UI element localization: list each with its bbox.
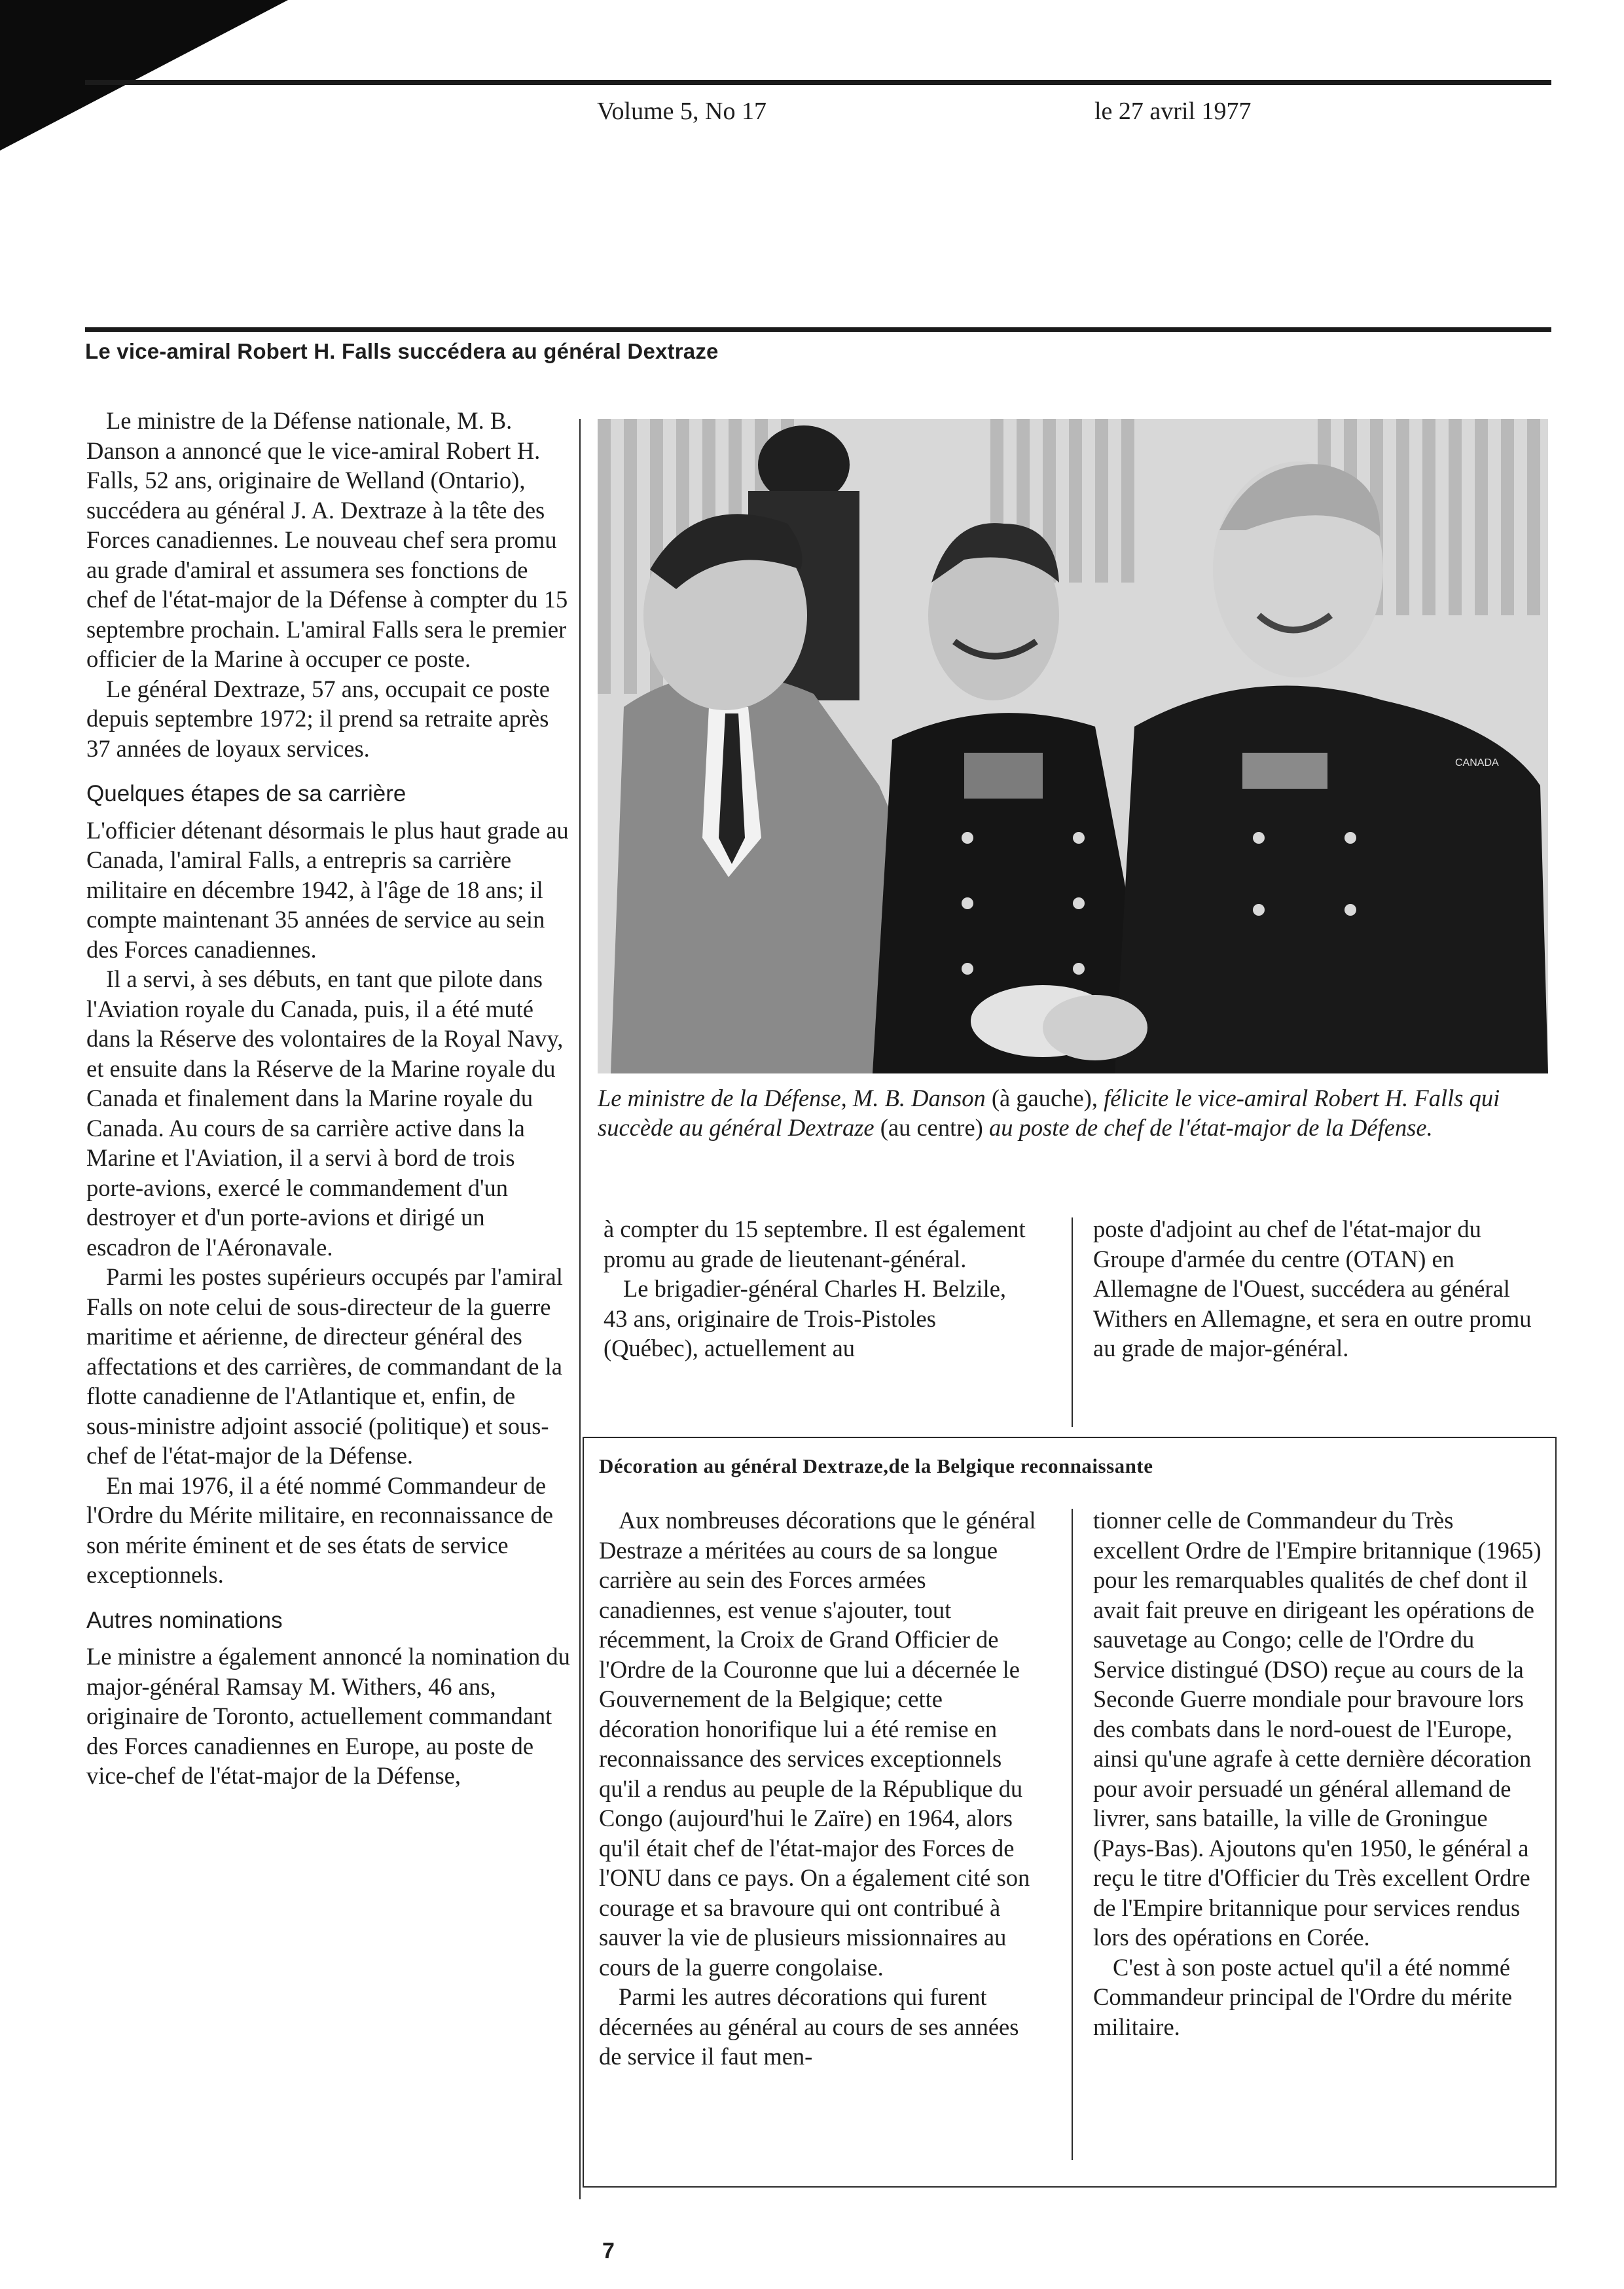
box-left-column — [599, 1505, 1044, 2072]
box-column-divider — [1072, 1509, 1073, 2160]
career-paragraph: Il a servi, à ses débuts, en tant que pilote dans l'Aviation royale du Canada, puis, il a été muté dans la Réserve des volontaires de la Royal Navy, et ensuite dans la Réserve de la Marine royale du Canada et finalement dans la Marine royale du Canada. Au cours de sa carrière active dans la Marine et l'Aviation, il a servi à bord de trois porte-avions, exercé le commandement d'un destroyer et d'un porte-avions et dirigé un escadron de l'Aéronavale. — [86, 965, 564, 1261]
top-rule — [85, 80, 1551, 85]
box-title: Décoration au général Dextraze,de la Belgique reconnaissante — [599, 1454, 1153, 1477]
section-title-career: Quelques étapes de sa carrière — [86, 781, 406, 806]
left-column — [86, 406, 571, 1791]
intro-paragraph: Le ministre de la Défense nationale, M. B. Danson a annoncé que le vice-amiral Robert H. Falls, 52 ans, originaire de Welland (Ontario), succédera au général J. A. Dextraze à la tête des Forces canadiennes. Le nouveau chef sera promu au grade d'amiral et assumera ses fonctions de chef de l'état-major de la Défense à compter du 15 septembre prochain. L'amiral Falls sera le premier officier de la Marine à occuper ce poste. — [86, 407, 568, 672]
career-paragraph: Parmi les postes supérieurs occupés par l'amiral Falls on note celui de sous-directeur de la guerre maritime et aérienne, de directeur général des affectations et des carrières, de commandant de la flotte canadienne de l'Atlantique et, enfin, de sous-ministre adjoint associé (politique) et sous-chef de l'état-major de la Défense. — [86, 1263, 563, 1469]
photo-caption: Le ministre de la Défense, M. B. Danson (à gauche), félicite le vice-amiral Robert H. Falls qui succède au général Dextraze (au centre) au poste de chef de l'état-major de la Défense. — [598, 1085, 1500, 1141]
box-paragraph: Parmi les autres décorations qui furent décernées au général au cours de ses années de service il faut men- — [599, 1983, 1019, 2070]
middle-column-divider — [1072, 1217, 1073, 1427]
left-column-divider — [579, 419, 581, 2199]
box-paragraph: C'est à son poste actuel qu'il a été nommé Commandeur principal de l'Ordre du mérite militaire. — [1093, 1953, 1513, 2040]
box-right-column — [1093, 1505, 1545, 2042]
headline-rule — [85, 327, 1551, 332]
shoulder-insignia: CANADA — [1455, 757, 1499, 768]
middle-column — [604, 1214, 1036, 1363]
issue-date: le 27 avril 1977 — [1094, 98, 1252, 125]
right-column — [1093, 1214, 1551, 1363]
handshake-photo — [598, 419, 1548, 1073]
volume-number: Volume 5, No 17 — [597, 98, 767, 125]
continuation-paragraph: poste d'adjoint au chef de l'état-major du Groupe d'armée du centre (OTAN) en Allemagne de l'Ouest, succédera au général Withers en Allemagne, et sera en outre promu au grade de major-général. — [1093, 1216, 1532, 1361]
article-headline: Le vice-amiral Robert H. Falls succédera au général Dextraze — [85, 339, 719, 363]
box-paragraph: Aux nombreuses décorations que le général Destraze a méritées au cours de sa longue carrière au sein des Forces armées canadiennes, est venue s'ajouter, tout récemment, la Croix de Grand Officier de l'Ordre de la Couronne que lui a décernée le Gouvernement de la Belgique; cette décoration honorifique lui a été remise en reconnaissance des services exceptionnels qu'il a rendus au peuple de la République du Congo (aujourd'hui le Zaïre) en 1964, alors qu'il était chef de l'état-major des Forces de l'ONU dans ce pays. On a également cité son courage et sa bravoure qui ont contribué à sauver la vie de plusieurs missionnaires au cours de la guerre congolaise. — [599, 1507, 1036, 1981]
photo-illustration — [598, 419, 1548, 1073]
career-paragraph: En mai 1976, il a été nommé Commandeur de l'Ordre du Mérite militaire, en reconnaissance de son mérite éminent et de ses états de service exceptionnels. — [86, 1471, 553, 1588]
box-paragraph: tionner celle de Commandeur du Très excellent Ordre de l'Empire britannique (1965) pour les remarquables qualités de chef dont il avait fait preuve en dirigeant les opérations de sauvetage au Congo; celle de l'Ordre du Service distingué (DSO) reçue au cours de la Seconde Guerre mondiale pour bravoure lors des combats dans le nord-ouest de l'Europe, ainsi qu'une agrafe à cette dernière décoration pour avoir persuadé un général allemand de livrer, sans bataille, la ville de Groningue (Pays-Bas). Ajoutons qu'en 1950, le général a reçu le titre d'Officier du Très excellent Ordre de l'Empire britannique pour services rendus lors des opérations en Corée. — [1093, 1507, 1542, 1951]
continuation-paragraph: Le brigadier-général Charles H. Belzile, 43 ans, originaire de Trois-Pistoles (Québec), actuellement au — [604, 1275, 1007, 1361]
nominations-paragraph: Le ministre a également annoncé la nomination du major-général Ramsay M. Withers, 46 ans, originaire de Toronto, actuellement commandant des Forces canadiennes en Europe, au poste de vice-chef de l'état-major de la Défense, — [86, 1643, 570, 1789]
corner-mark — [0, 0, 288, 151]
continuation-paragraph: à compter du 15 septembre. Il est également promu au grade de lieutenant-général. — [604, 1216, 1026, 1272]
career-paragraph: L'officier détenant désormais le plus haut grade au Canada, l'amiral Falls, a entrepris sa carrière militaire en décembre 1942, à l'âge de 18 ans; il compte maintenant 35 années de service au sein des Forces canadiennes. — [86, 816, 569, 963]
intro-paragraph: Le général Dextraze, 57 ans, occupait ce poste depuis septembre 1972; il prend sa retraite après 37 années de loyaux services. — [86, 675, 550, 762]
section-title-nominations: Autres nominations — [86, 1607, 283, 1633]
page-number: 7 — [602, 2239, 615, 2263]
